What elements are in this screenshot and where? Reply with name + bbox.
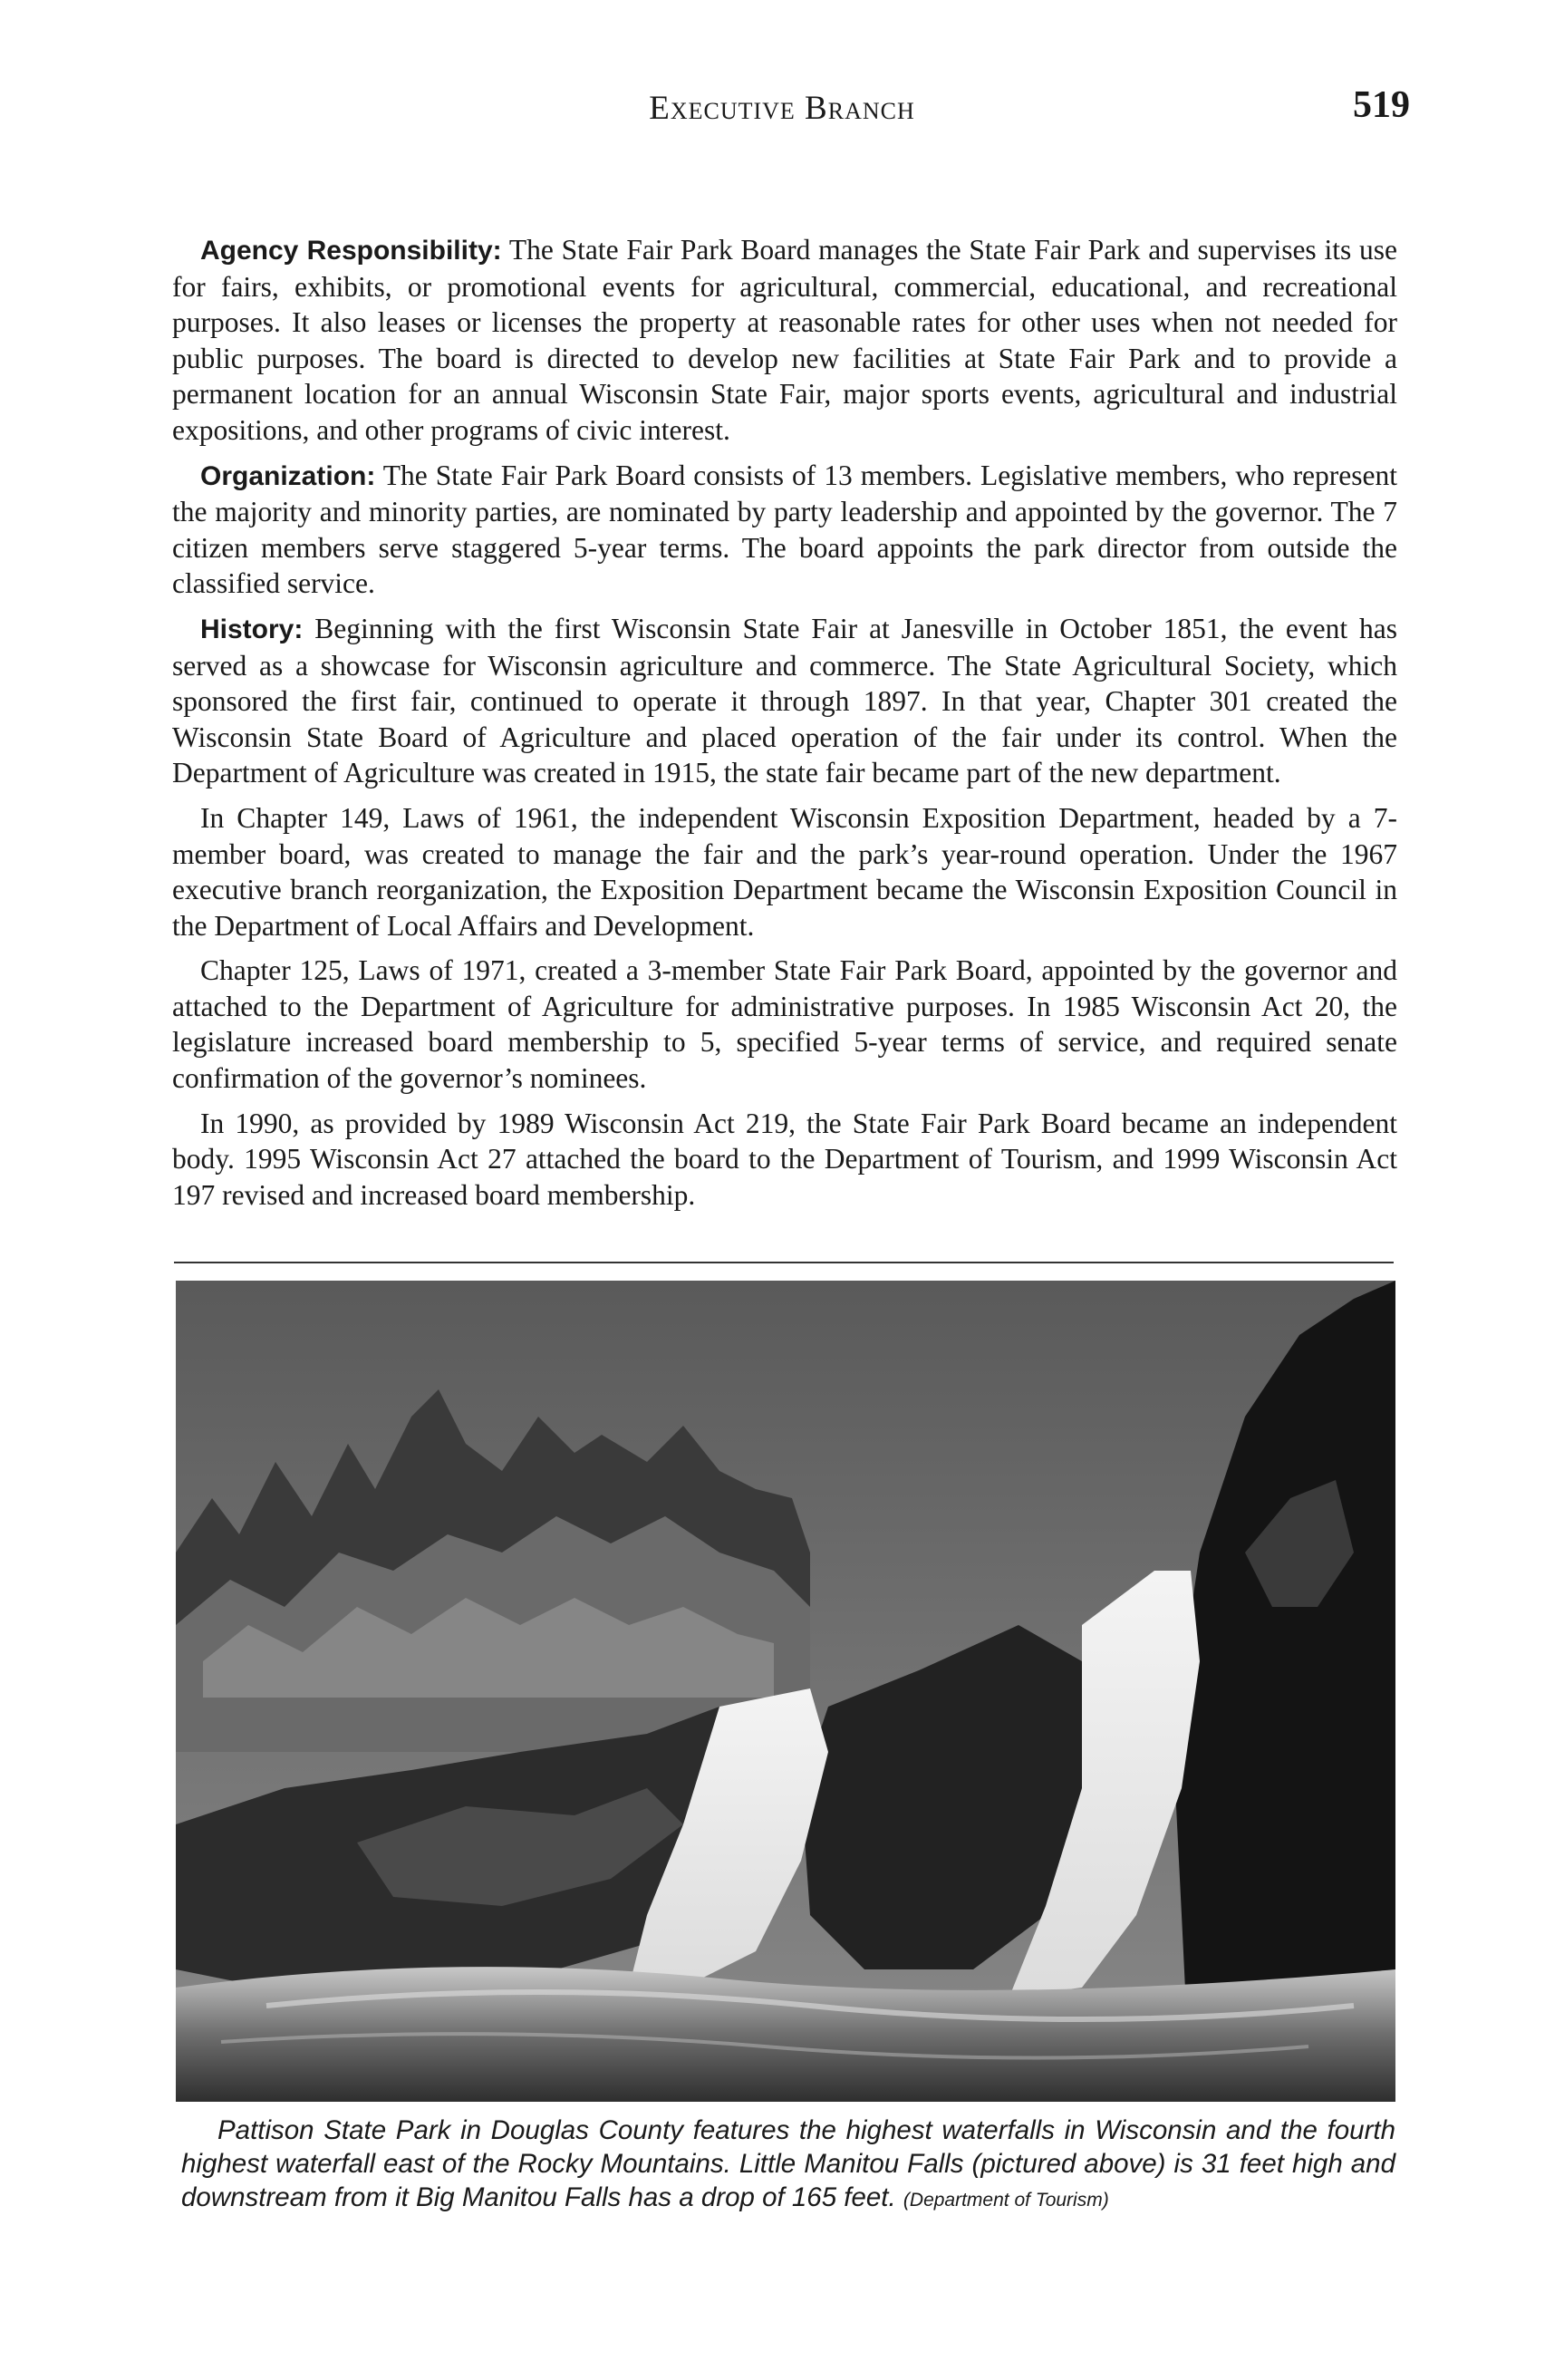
photo-caption	[181, 2114, 1395, 2217]
paragraph-1990	[172, 1106, 1397, 1214]
paragraph-text: In 1990, as provided by 1989 Wisconsin Act 219, the State Fair Park Board became an independent body. 1995 Wisconsin Act 27 attached the board to the Department of Tourism, and 1999 Wisconsin Act 197 revised and increased board membership.	[172, 1107, 1397, 1211]
paragraph-text: In Chapter 149, Laws of 1961, the independent Wisconsin Exposition Department, headed by a 7-member board, was created to manage the fair and the park’s year-round operation. Under the 1967 executive branch reorganization, the Exposition Department became the Wisconsin Exposition Council in the Department of Local Affairs and Development.	[172, 801, 1397, 942]
body-text	[172, 232, 1397, 1222]
horizontal-rule	[174, 1262, 1394, 1263]
caption-credit: (Department of Tourism)	[903, 2190, 1109, 2211]
caption-text: Pattison State Park in Douglas County features the highest waterfalls in Wisconsin and the fourth highest waterfall east of the Rocky Mountains. Little Manitou Falls (pictured above) is 31 feet high and downstream from it Big Manitou Falls has a drop of 165 feet.	[181, 2115, 1395, 2212]
paragraph-text: The State Fair Park Board manages the State Fair Park and supervises its use for fairs, exhibits, or promotional events for agricultural, commercial, educational, and recreational purposes. It also leases or licenses the property at reasonable rates for other uses when not needed for public purposes. The board is directed to develop new facilities at State Fair Park and to provide a permanent location for an annual Wisconsin State Fair, major sports events, agricultural and industrial expositions, and other programs of civic interest.	[172, 234, 1397, 446]
lead-heading: Organization:	[200, 460, 376, 491]
paragraph-text: Chapter 125, Laws of 1971, created a 3-member State Fair Park Board, appointed by the governor and attached to the Department of Agriculture for administrative purposes. In 1985 Wisconsin Act 20, the legislature increased board membership to 5, specified 5-year terms of service, and required senate confirmation of the governor’s nominees.	[172, 954, 1397, 1095]
running-head: Executive Branch	[649, 90, 915, 127]
paragraph-1971	[172, 953, 1397, 1096]
paragraph-text: Beginning with the first Wisconsin State Fair at Janesville in October 1851, the event has served as a showcase for Wisconsin agriculture and commerce. The State Agricultural Society, which sponsored the first fair, continued to operate it through 1897. In that year, Chapter 301 created the Wisconsin State Board of Agriculture and placed operation of the fair under its control. When the Department of Agriculture was created in 1915, the state fair became part of the new department.	[172, 612, 1397, 789]
paragraph-text: The State Fair Park Board consists of 13 members. Legislative members, who represent the majority and minority parties, are nominated by party leadership and appointed by the governor. The 7 citizen members serve staggered 5-year terms. The board appoints the park director from outside the classified service.	[172, 459, 1397, 600]
page-header	[0, 84, 1564, 143]
paragraph-history	[172, 611, 1397, 791]
paragraph-1961	[172, 800, 1397, 943]
lead-heading: History:	[200, 614, 304, 644]
waterfall-photo	[176, 1281, 1395, 2102]
lead-heading: Agency Responsibility:	[200, 236, 502, 266]
paragraph-agency-responsibility	[172, 232, 1397, 449]
page-number: 519	[1353, 84, 1410, 126]
paragraph-organization	[172, 458, 1397, 602]
